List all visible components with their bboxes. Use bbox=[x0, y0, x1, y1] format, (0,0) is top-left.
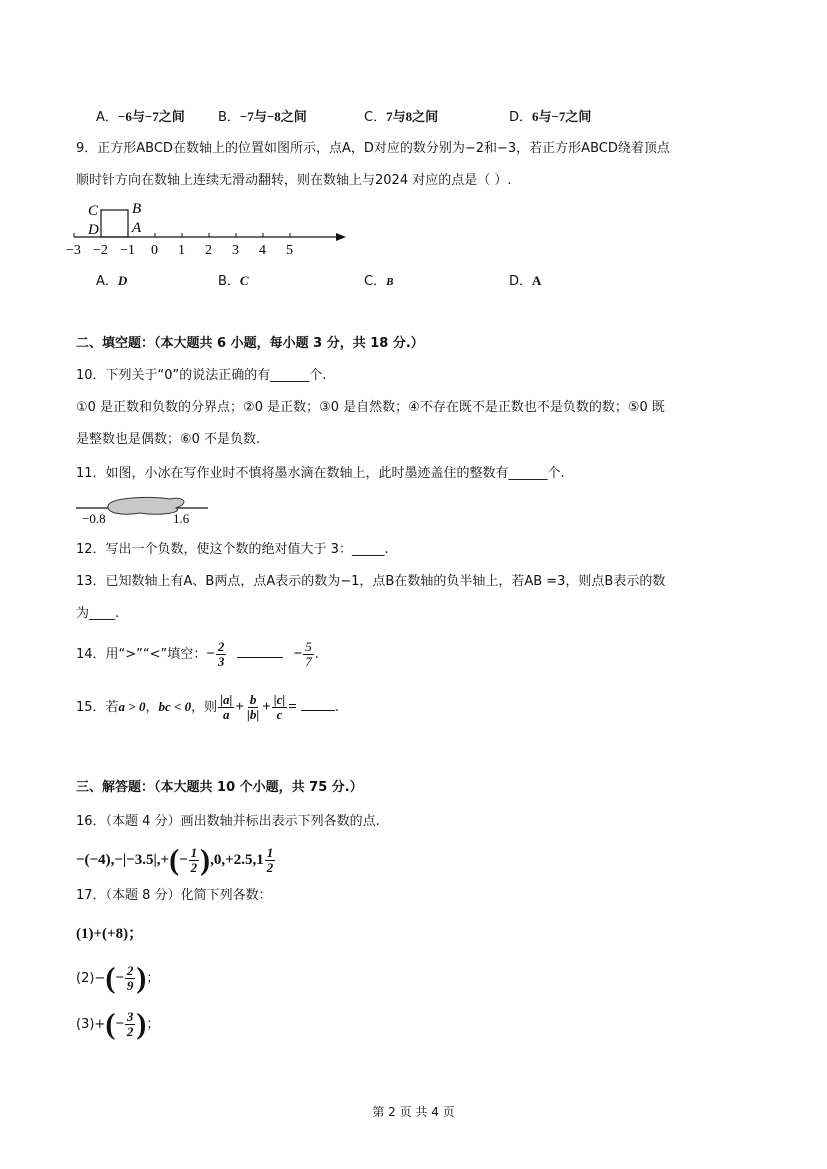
tick-label: −2 bbox=[93, 243, 108, 258]
q8-option-a: A．−6与−7之间 bbox=[96, 109, 185, 125]
section3-title: 三、解答题：（本大题共 10 个小题，共 75 分.） bbox=[76, 780, 363, 795]
q10-line3: 是整数也是偶数；⑥0 不是负数. bbox=[76, 432, 261, 447]
q10-line2: ①0 是正数和负数的分界点；②0 是正数；③0 是自然数；④不存在既不是正数也不是负数的数；⑤0 既 bbox=[76, 400, 665, 415]
tick-label: 0 bbox=[151, 243, 158, 258]
q10-line1: 10．下列关于“0”的说法正确的有______个. bbox=[76, 368, 327, 383]
tick-label: 3 bbox=[232, 243, 239, 258]
tick-label: −1 bbox=[120, 243, 135, 258]
q9-number-line-figure bbox=[66, 196, 360, 262]
tick-label: 5 bbox=[286, 243, 293, 258]
label-left: −0.8 bbox=[82, 511, 106, 526]
q13-line1: 13．已知数轴上有A、B两点，点A表示的数为−1，点B在数轴的负半轴上，若AB =3，则点B表示的数 bbox=[76, 574, 666, 589]
tick-label: −3 bbox=[66, 243, 81, 258]
q9-option-c: C．B bbox=[364, 274, 394, 289]
q17-part2: (2)−(− $\frac{2}{9}$ )； bbox=[76, 961, 160, 995]
q17-line1: 17．（本题 8 分）化简下列各数： bbox=[76, 888, 272, 903]
q14-fraction-1: $\frac{2}{3}$ bbox=[217, 639, 225, 669]
q9-option-a: A．D bbox=[96, 273, 128, 289]
q15-line: 15．若a > 0，bc < 0，则 $\frac{|a|}{a}$ + $\frac{b}{|b|}$ + $\frac{|c|}{c}$ = . bbox=[76, 692, 339, 722]
section2-title: 二、填空题：（本大题共 6 小题，每小题 3 分，共 18 分.） bbox=[76, 336, 424, 351]
q11-line1: 11．如图，小冰在写作业时不慎将墨水滴在数轴上，此时墨迹盖住的整数有______个. bbox=[76, 466, 565, 481]
axis-arrow bbox=[336, 233, 346, 241]
tick-label: 1 bbox=[178, 243, 185, 258]
tick-label: 2 bbox=[205, 243, 212, 258]
q8-option-c: C．7与8之间 bbox=[364, 109, 439, 125]
square-abcd bbox=[101, 210, 128, 237]
q16-mixed-fraction: $\frac{1}{2}$ bbox=[266, 845, 274, 875]
label-a: A bbox=[132, 220, 142, 236]
q15-fraction-1: $\frac{|a|}{a}$ bbox=[220, 692, 233, 722]
q14-fraction-2: $\frac{5}{7}$ bbox=[305, 639, 312, 669]
q16-expression: −(−4),−|−3.5|,+(− $\frac{1}{2}$ ),0,+2.5,1 $\frac{1}{2}$ bbox=[76, 843, 274, 877]
q14-line: 14．用“>”“<”填空：− $\frac{2}{3}$ − $\frac{5}{7}$ . bbox=[76, 639, 319, 669]
tick-label: 4 bbox=[259, 243, 266, 258]
q12-line1: 12．写出一个负数，使这个数的绝对值大于 3：_____. bbox=[76, 542, 389, 557]
q15-fraction-3: $\frac{|c|}{c}$ bbox=[273, 692, 286, 722]
q16-line1: 16．（本题 4 分）画出数轴并标出表示下列各数的点. bbox=[76, 814, 380, 829]
q9-stem-line1: 9．正方形ABCD在数轴上的位置如图所示，点A，D对应的数分别为−2和−3，若正方形ABCD绕着顶点 bbox=[76, 141, 670, 156]
q8-option-d: D．6与−7之间 bbox=[509, 109, 592, 125]
q15-fraction-2: $\frac{b}{|b|}$ bbox=[246, 692, 260, 722]
label-right: 1.6 bbox=[173, 511, 190, 526]
q17-part1: (1)+(+8)； bbox=[76, 926, 144, 942]
q9-stem-line2: 顺时针方向在数轴上连续无滑动翻转，则在数轴上与2024 对应的点是（ ）. bbox=[76, 173, 512, 188]
label-d: D bbox=[88, 222, 99, 238]
q8-option-b: B．−7与−8之间 bbox=[218, 109, 307, 125]
label-b: B bbox=[132, 201, 142, 217]
q11-ink-number-line bbox=[72, 494, 212, 526]
page-footer: 第 2 页 共 4 页 bbox=[372, 1105, 455, 1119]
q13-line2: 为____. bbox=[76, 606, 120, 621]
q17-part3: (3)+(− $\frac{3}{2}$ )； bbox=[76, 1007, 160, 1041]
q9-option-d: D．A bbox=[509, 273, 542, 289]
q16-fraction: $\frac{1}{2}$ bbox=[190, 845, 198, 875]
q9-option-b: B．C bbox=[218, 273, 249, 289]
label-c: C bbox=[88, 203, 99, 219]
